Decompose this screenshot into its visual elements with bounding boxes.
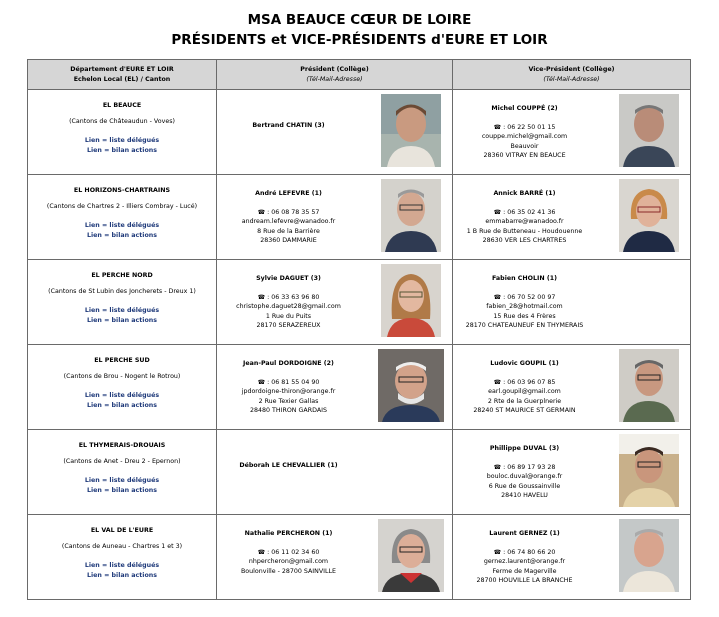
delegues-link[interactable]: Lien = liste délégués [84, 562, 160, 569]
president-name: Bertrand CHATIN (3) [252, 122, 325, 129]
phone-icon: ☎ [257, 548, 266, 556]
president-photo [378, 519, 444, 592]
delegues-link[interactable]: Lien = liste délégués [84, 307, 160, 314]
canton-cell: EL PERCHE SUD (Cantons de Brou - Nogent le Rotrou) Lien = liste délégués Lien = bilan actions [28, 345, 217, 430]
president-name: Nathalie PERCHERON (1) [244, 530, 333, 537]
bilan-link[interactable]: Lien = bilan actions [86, 486, 158, 494]
header-president: Président (Collège) (Tél-Mail-Adresse) [217, 60, 453, 90]
phone-icon: ☎ [493, 208, 502, 216]
president-name: Jean-Paul DORDOIGNE (2) [243, 360, 334, 367]
phone-icon: ☎ [257, 208, 266, 216]
vice-president-cell: Fabien CHOLIN (1) ☎ : 06 70 52 00 97 fabien_28@hotmail.com 15 Rue des 4 Frères 28170 CHATEAUNEUF EN THYMERAIS [453, 260, 691, 345]
president-name: Déborah LE CHEVALLIER (1) [239, 462, 338, 469]
delegues-link[interactable]: Lien = liste délégués [84, 392, 160, 399]
phone-icon: ☎ [493, 548, 502, 556]
phone-icon: ☎ [493, 123, 502, 131]
president-name: Sylvie DAGUET (3) [256, 275, 321, 282]
vice-president-photo [619, 94, 679, 167]
president-photo [378, 349, 444, 422]
table-row [28, 430, 691, 515]
vice-president-name: Annick BARRÉ (1) [493, 190, 556, 197]
president-photo [381, 94, 441, 167]
canton-cell: EL PERCHE NORD (Cantons de St Lubin des Joncherets - Dreux 1) Lien = liste délégués Lien = bilan actions [28, 260, 217, 345]
canton-cell: EL BEAUCE (Cantons de Châteaudun - Voves) Lien = liste délégués Lien = bilan actions [28, 90, 217, 175]
header-vice-president: Vice-Président (Collège) (Tél-Mail-Adresse) [453, 60, 691, 90]
canton-cell: EL VAL DE L'EURE (Cantons de Auneau - Chartres 1 et 3) Lien = liste délégués Lien = bilan actions [28, 515, 217, 600]
vice-president-name: Michel COUPPÉ (2) [491, 105, 558, 112]
bilan-link[interactable]: Lien = bilan actions [86, 231, 158, 239]
phone-icon: ☎ [493, 463, 502, 471]
president-cell: Nathalie PERCHERON (1) ☎ : 06 11 02 34 60 nhpercheron@gmail.com Boulonville - 28700 SAINVILLE [217, 515, 453, 600]
vice-president-cell: Michel COUPPÉ (2) ☎ : 06 22 50 01 15 couppe.michel@gmail.com Beauvoir 28360 VITRAY EN BEAUCE [453, 90, 691, 175]
president-cell: André LEFEVRE (1) ☎ : 06 08 78 35 57 andream.lefevre@wanadoo.fr 8 Rue de la Barrière 28360 DAMMARIE [217, 175, 453, 260]
bilan-link[interactable]: Lien = bilan actions [86, 316, 158, 324]
president-cell [217, 90, 453, 175]
bilan-link[interactable]: Lien = bilan actions [86, 571, 158, 579]
vice-president-name: Ludovic GOUPIL (1) [490, 360, 559, 367]
vice-president-photo [619, 519, 679, 592]
vice-president-cell: Phillippe DUVAL (3) ☎ : 06 89 17 93 28 bouloc.duval@orange.fr 6 Rue de Goussainville 28410 HAVELU [453, 430, 691, 515]
phone-icon: ☎ [257, 293, 266, 301]
phone-icon: ☎ [257, 378, 266, 386]
vice-president-name: Laurent GERNEZ (1) [489, 530, 560, 537]
table-row [28, 515, 691, 600]
table-row [28, 90, 691, 175]
page-title: MSA BEAUCE CŒUR DE LOIRE [247, 12, 472, 28]
phone-icon: ☎ [493, 378, 502, 386]
canton-cell: EL THYMERAIS-DROUAIS (Cantons de Anet - Dreu 2 - Epernon) Lien = liste délégués Lien = bilan actions [28, 430, 217, 515]
table-row [28, 260, 691, 345]
president-name: André LEFEVRE (1) [255, 190, 322, 197]
vice-president-photo [619, 179, 679, 252]
presidents-table [27, 59, 691, 600]
delegues-link[interactable]: Lien = liste délégués [84, 137, 160, 144]
vice-president-photo [619, 434, 679, 507]
delegues-link[interactable]: Lien = liste délégués [84, 477, 160, 484]
page-subtitle: PRÉSIDENTS et VICE-PRÉSIDENTS d'EURE ET LOIR [171, 32, 548, 48]
table-header-row [28, 60, 691, 90]
bilan-link[interactable]: Lien = bilan actions [86, 146, 158, 154]
vice-president-name: Phillippe DUVAL (3) [489, 445, 560, 452]
header-department: Département d'EURE ET LOIR Echelon Local (EL) / Canton [28, 60, 217, 90]
president-photo [381, 264, 441, 337]
president-cell [217, 430, 453, 515]
bilan-link[interactable]: Lien = bilan actions [86, 401, 158, 409]
delegues-link[interactable]: Lien = liste délégués [84, 222, 160, 229]
vice-president-cell: Laurent GERNEZ (1) ☎ : 06 74 80 66 20 gernez.laurent@orange.fr Ferme de Magerville 28700 HOUVILLE LA BRANCHE [453, 515, 691, 600]
president-photo [381, 179, 441, 252]
president-cell: Sylvie DAGUET (3) ☎ : 06 33 63 96 80 christophe.daguet28@gmail.com 1 Rue du Puits 28170 SERAZEREUX [217, 260, 453, 345]
phone-icon: ☎ [493, 293, 502, 301]
table-row [28, 175, 691, 260]
president-cell: Jean-Paul DORDOIGNE (2) ☎ : 06 81 55 04 90 jpdordoigne-thiron@orange.fr 2 Rue Texier Gallas 28480 THIRON GARDAIS [217, 345, 453, 430]
table-row [28, 345, 691, 430]
vice-president-name: Fabien CHOLIN (1) [492, 275, 557, 282]
vice-president-cell: Annick BARRÉ (1) ☎ : 06 35 02 41 36 emmabarre@wanadoo.fr 1 B Rue de Butteneau - Houdouenne 28630 VER LES CHARTRES [453, 175, 691, 260]
vice-president-photo [619, 349, 679, 422]
canton-cell: EL HORIZONS-CHARTRAINS (Cantons de Chartres 2 - Illiers Combray - Lucé) Lien = liste délégués Lien = bilan actions [28, 175, 217, 260]
vice-president-cell: Ludovic GOUPIL (1) ☎ : 06 03 96 07 85 earl.goupil@gmail.com 2 Rte de la Guerplnerie 28240 ST MAURICE ST GERMAIN [453, 345, 691, 430]
